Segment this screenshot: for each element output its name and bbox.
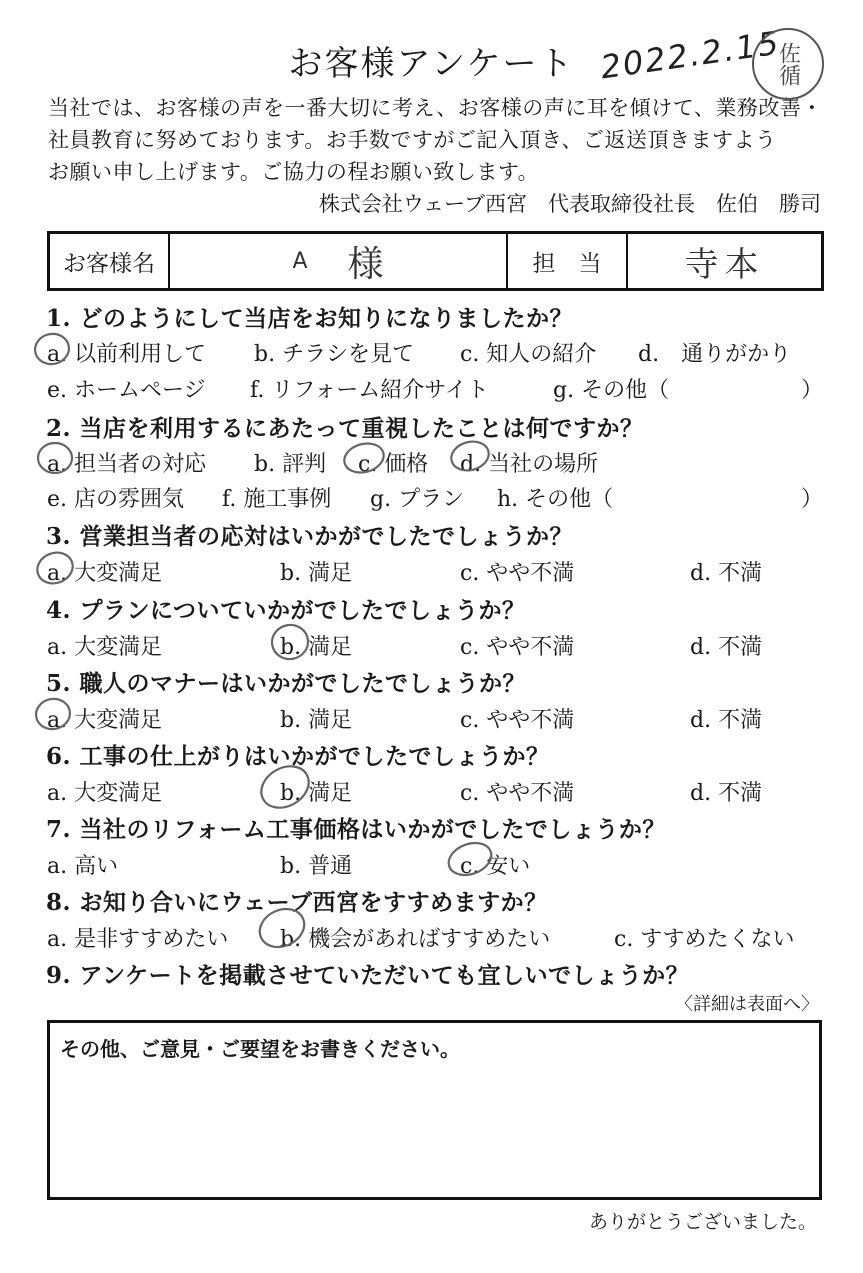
staff-label: 担 当 (532, 250, 602, 277)
q8-option-c[interactable]: c. すすめたくない (614, 927, 795, 952)
q8-option-a[interactable]: a. 是非すすめたい (47, 927, 229, 952)
q2-option-d[interactable]: d. 当社の場所 (460, 452, 599, 477)
q2-option-g[interactable]: g. プラン (370, 487, 465, 512)
comment-label: その他、ご意見・ご要望をお書きください。 (60, 1037, 460, 1061)
q2-option-f[interactable]: f. 施工事例 (222, 487, 332, 512)
customer-name-label-cell (50, 234, 170, 288)
q3-option-d[interactable]: d. 不満 (690, 561, 763, 586)
q2-option-e[interactable]: e. 店の雰囲気 (47, 487, 185, 512)
q4-option-c[interactable]: c. やや不満 (460, 635, 575, 660)
q5-option-b[interactable]: b. 満足 (280, 708, 353, 733)
survey-title: お客様アンケート (288, 44, 575, 84)
question-1: 1. どのようにして当店をお知りになりましたか？ (46, 305, 574, 332)
question-6: 6. 工事の仕上がりはいかがでしたでしょうか？ (46, 743, 550, 770)
q6-option-d[interactable]: d. 不満 (690, 781, 763, 806)
handwritten-date: 2022.2.15 (598, 23, 783, 87)
q1-option-g[interactable]: g. その他（ (553, 378, 670, 403)
q1-option-b[interactable]: b. チラシを見て (254, 342, 415, 367)
q2-option-h-close: ） (801, 487, 824, 512)
question-3: 3. 営業担当者の応対はいかがでしたでしょうか？ (46, 523, 574, 550)
q3-option-c[interactable]: c. やや不満 (460, 561, 575, 586)
approval-stamp: 佐循 (752, 28, 824, 100)
customer-honorific: 様 (347, 243, 384, 285)
q1-option-c[interactable]: c. 知人の紹介 (460, 342, 597, 367)
q3-option-a[interactable]: a. 大変満足 (47, 561, 163, 586)
q4-option-d[interactable]: d. 不満 (690, 635, 763, 660)
q7-option-b[interactable]: b. 普通 (280, 854, 353, 879)
q5-option-c[interactable]: c. やや不満 (460, 708, 575, 733)
detail-note: 〈詳細は表面へ〉 (675, 994, 819, 1015)
q3-option-b[interactable]: b. 満足 (280, 561, 353, 586)
staff-label-cell (508, 234, 628, 288)
q5-option-d[interactable]: d. 不満 (690, 708, 763, 733)
intro-line-1: 当社では、お客様の声を一番大切に考え、お客様の声に耳を傾けて、業務改善・ (48, 96, 823, 120)
q2-option-h[interactable]: h. その他（ (497, 487, 614, 512)
q1-option-a[interactable]: a. 以前利用して (47, 342, 207, 367)
q8-option-b[interactable]: b. 機会があればすすめたい (280, 927, 551, 952)
customer-header-table (47, 231, 824, 291)
question-8: 8. お知り合いにウェーブ西宮をすすめますか？ (46, 889, 548, 916)
q1-option-g-close: ） (801, 378, 824, 403)
q1-option-f[interactable]: f. リフォーム紹介サイト (250, 378, 489, 403)
intro-line-2: 社員教育に努めております。お手数ですがご記入頂き、ご返送頂きますよう (48, 128, 777, 152)
staff-field[interactable] (628, 234, 821, 288)
q2-option-b[interactable]: b. 評判 (254, 452, 327, 477)
question-7: 7. 当社のリフォーム工事価格はいかがでしたでしょうか？ (46, 816, 666, 843)
q7-option-c[interactable]: c. 安い (460, 854, 531, 879)
q2-option-c[interactable]: c. 価格 (358, 452, 429, 477)
customer-name-label: お客様名 (63, 250, 155, 277)
question-4: 4. プランについていかがでしたでしょうか？ (46, 597, 526, 624)
q1-option-e[interactable]: e. ホームページ (47, 378, 206, 403)
q1-option-d[interactable]: d. 通りがかり (638, 342, 792, 367)
q6-option-c[interactable]: c. やや不満 (460, 781, 575, 806)
question-2: 2. 当店を利用するにあたって重視したことは何ですか？ (46, 415, 644, 442)
q6-option-a[interactable]: a. 大変満足 (47, 781, 163, 806)
comment-box[interactable] (47, 1020, 822, 1200)
company-line: 株式会社ウェーブ西宮 代表取締役社長 佐伯 勝司 (318, 192, 821, 216)
q2-option-a[interactable]: a. 担当者の対応 (47, 452, 207, 477)
q5-option-a[interactable]: a. 大変満足 (47, 708, 163, 733)
q7-option-a[interactable]: a. 高い (47, 854, 119, 879)
thanks-text: ありがとうございました。 (588, 1211, 817, 1233)
question-5: 5. 職人のマナーはいかがでしたでしょうか？ (46, 670, 527, 697)
q4-option-b[interactable]: b. 満足 (280, 635, 353, 660)
staff-name-value: 寺本 (684, 244, 765, 285)
question-9: 9. アンケートを掲載させていただいても宜しいでしょうか？ (46, 962, 690, 989)
intro-line-3: お願い申し上げます。ご協力の程お願い致します。 (48, 160, 540, 184)
customer-name-field[interactable] (170, 234, 508, 288)
q4-option-a[interactable]: a. 大変満足 (47, 635, 163, 660)
q6-option-b[interactable]: b. 満足 (280, 781, 353, 806)
customer-name-value: A (292, 248, 308, 274)
